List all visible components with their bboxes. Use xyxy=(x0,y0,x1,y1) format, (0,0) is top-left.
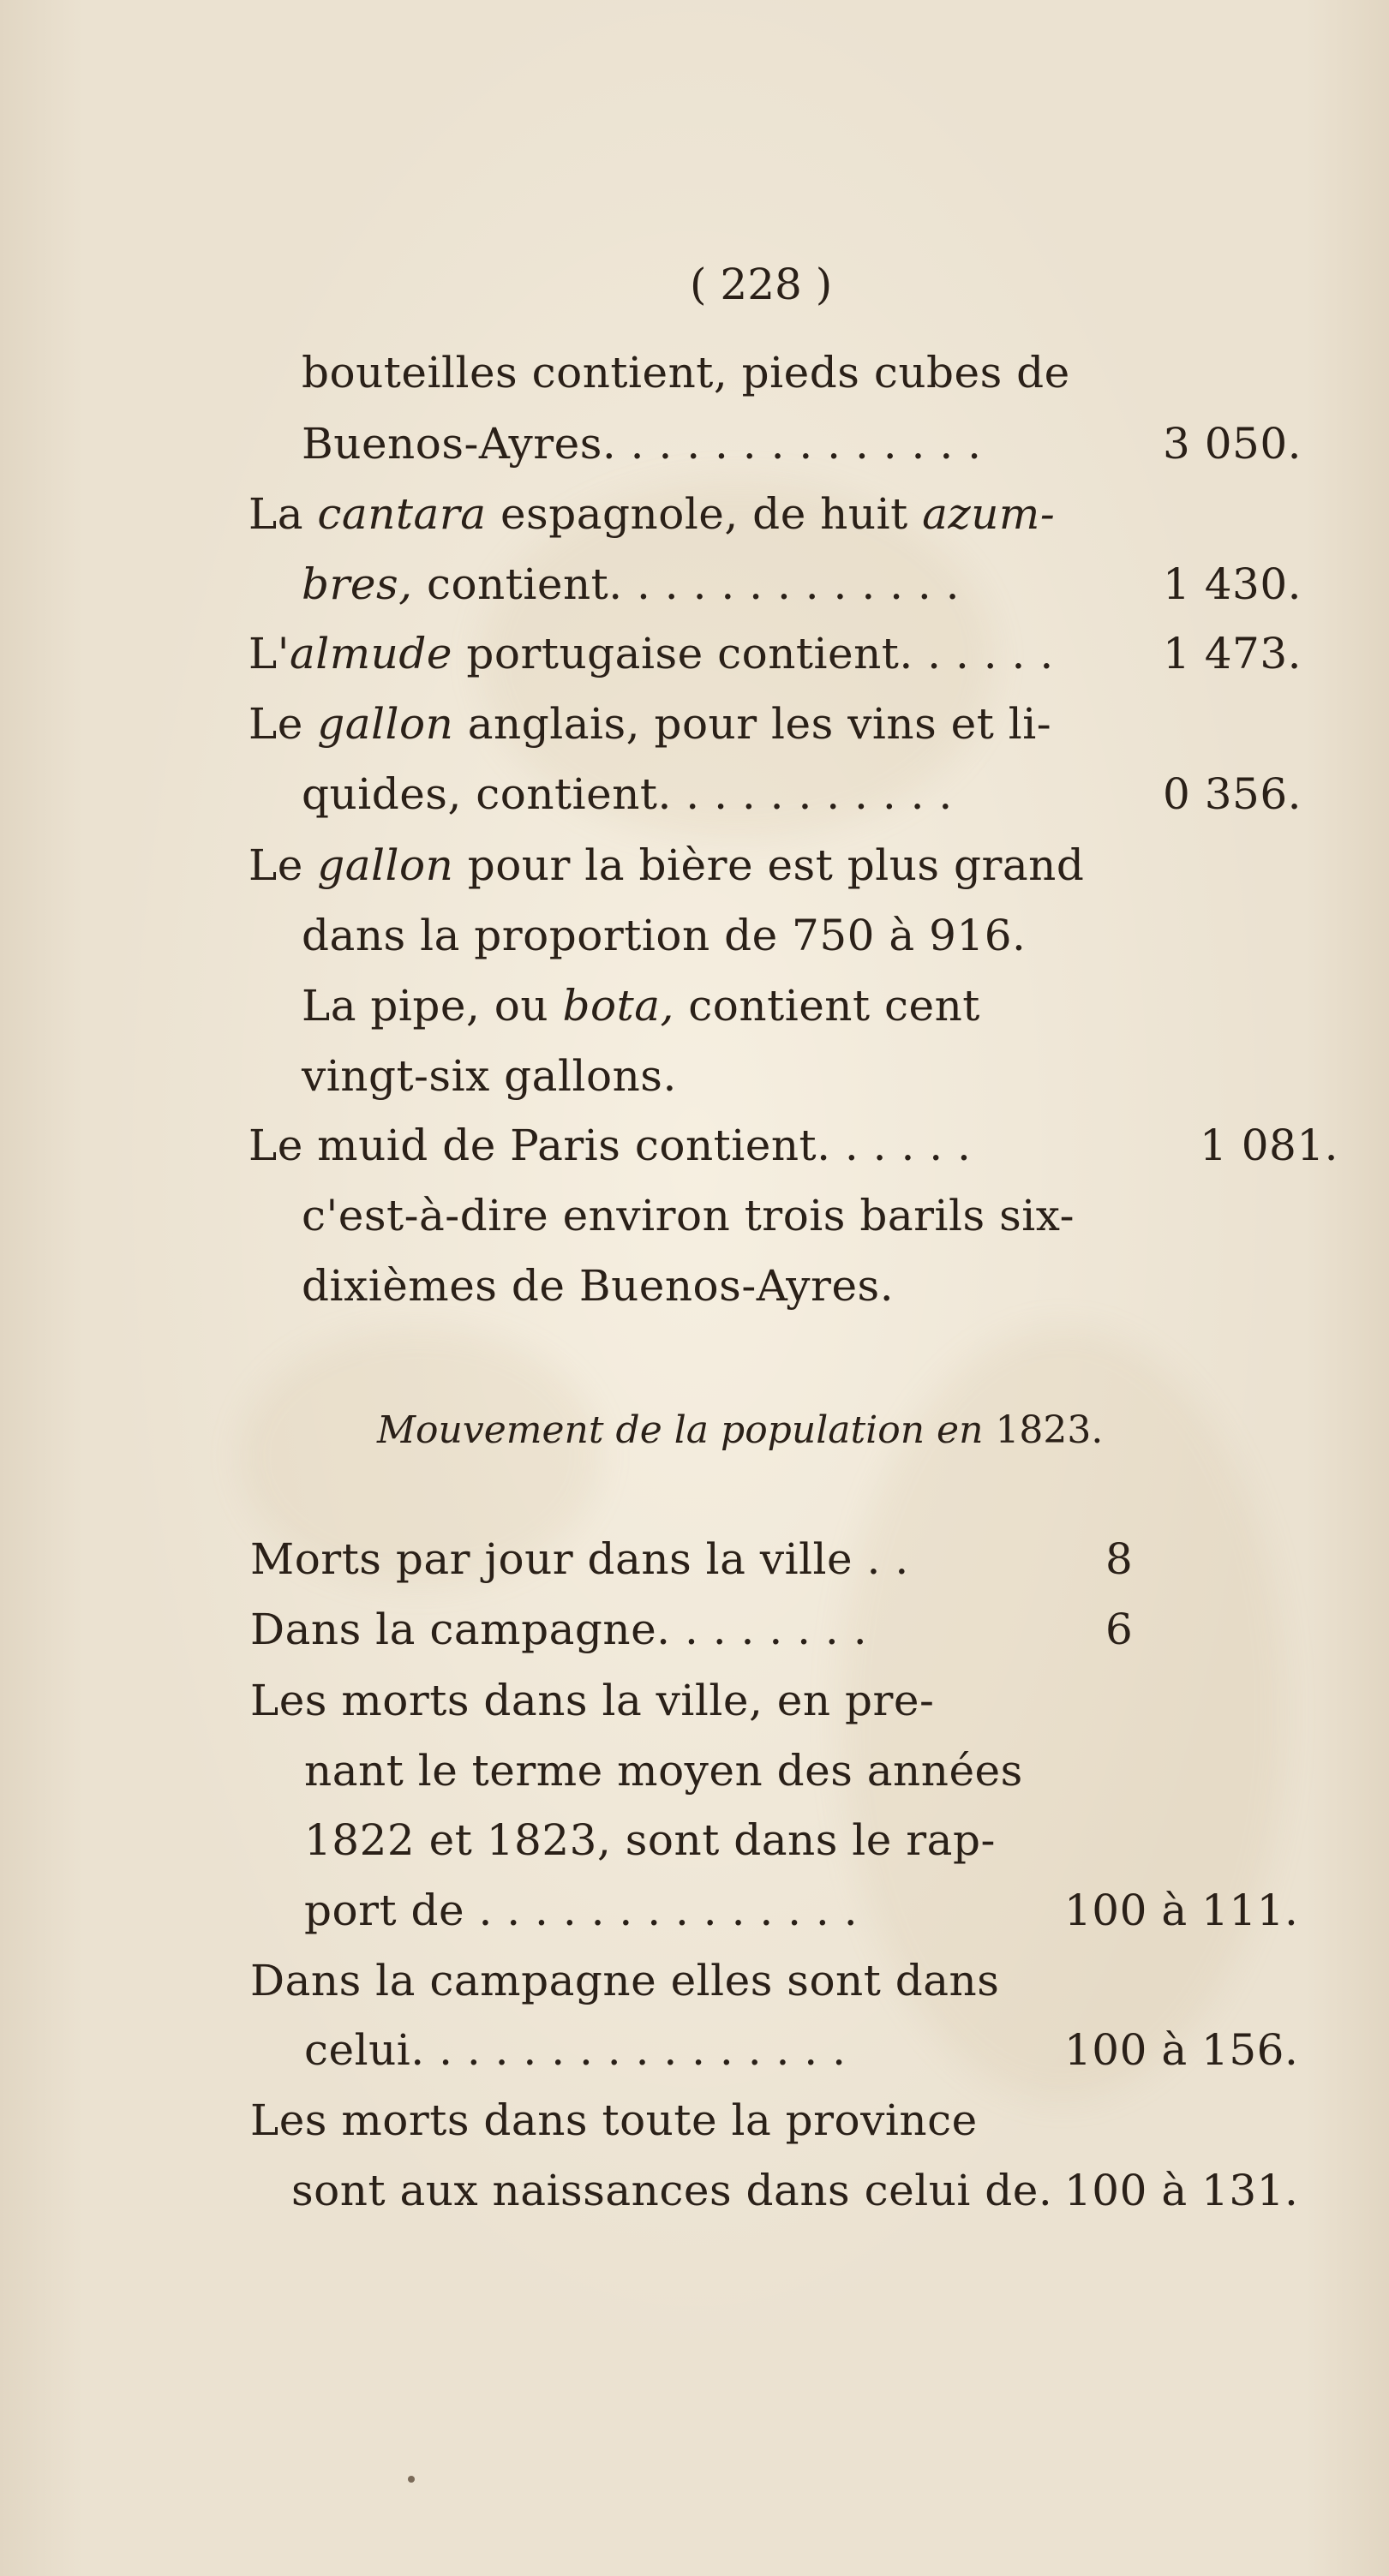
stat-line: Les morts dans la ville, en pre- xyxy=(250,1676,935,1725)
line-value: 1 430. xyxy=(1163,559,1302,609)
text-line: c'est-à-dire environ trois barils six- xyxy=(302,1191,1075,1240)
stat-line: Dans la campagne. . . . . . . . 6 xyxy=(250,1605,1134,1654)
text-line: quides, contient. . . . . . . . . . . 0 356. xyxy=(302,769,1302,819)
stat-line: Les morts dans toute la province xyxy=(250,2095,978,2145)
text-line: L'almude portugaise contient. . . . . . 1 473. xyxy=(248,629,1302,678)
text-line: La cantara espagnole, de huit azum- xyxy=(248,489,1056,539)
heading-year: 1823. xyxy=(995,1408,1104,1452)
stat-line: Dans la campagne elles sont dans xyxy=(250,1956,1000,2005)
text-line: vingt-six gallons. xyxy=(302,1051,677,1101)
stat-line: sont aux naissances dans celui de. 100 à 131. xyxy=(291,2166,1299,2215)
text-line: dixièmes de Buenos-Ayres. xyxy=(302,1261,895,1311)
text-line: Buenos-Ayres. . . . . . . . . . . . . . 3 050. xyxy=(302,419,1302,469)
text-line: Le gallon anglais, pour les vins et li- xyxy=(248,699,1052,749)
stat-line: Morts par jour dans la ville . . 8 xyxy=(250,1534,1134,1584)
text-line: dans la proportion de 750 à 916. xyxy=(302,911,1027,960)
page-number: ( 228 ) xyxy=(690,260,833,309)
section-heading: Mouvement de la population en 1823. xyxy=(377,1408,1104,1452)
stat-line: celui. . . . . . . . . . . . . . . . 100 à 156. xyxy=(304,2025,1299,2075)
stat-line: 1822 et 1823, sont dans le rap- xyxy=(304,1815,996,1865)
stat-value: 100 à 111. xyxy=(1064,1886,1299,1935)
paper-speck xyxy=(408,2476,415,2483)
stat-value: 100 à 156. xyxy=(1064,2025,1299,2075)
stat-line: nant le terme moyen des années xyxy=(304,1746,1023,1796)
text-line: bres, contient. . . . . . . . . . . . . 1 430. xyxy=(302,559,1302,609)
text-line: bouteilles contient, pieds cubes de xyxy=(302,348,1070,397)
text-line: Le gallon pour la bière est plus grand xyxy=(248,840,1085,890)
text-line: La pipe, ou bota, contient cent xyxy=(302,981,980,1031)
line-value: 1 473. xyxy=(1163,629,1302,678)
stat-value: 6 xyxy=(1105,1605,1134,1654)
stat-value: 8 xyxy=(1105,1534,1134,1584)
line-value: 1 081. xyxy=(1200,1121,1339,1170)
stat-value: 100 à 131. xyxy=(1064,2166,1299,2215)
stat-line: port de . . . . . . . . . . . . . . 100 à 111. xyxy=(304,1886,1299,1935)
text-line: Le muid de Paris contient. . . . . . 1 081. xyxy=(248,1121,1339,1170)
line-value: 3 050. xyxy=(1163,419,1302,469)
line-value: 0 356. xyxy=(1163,769,1302,819)
